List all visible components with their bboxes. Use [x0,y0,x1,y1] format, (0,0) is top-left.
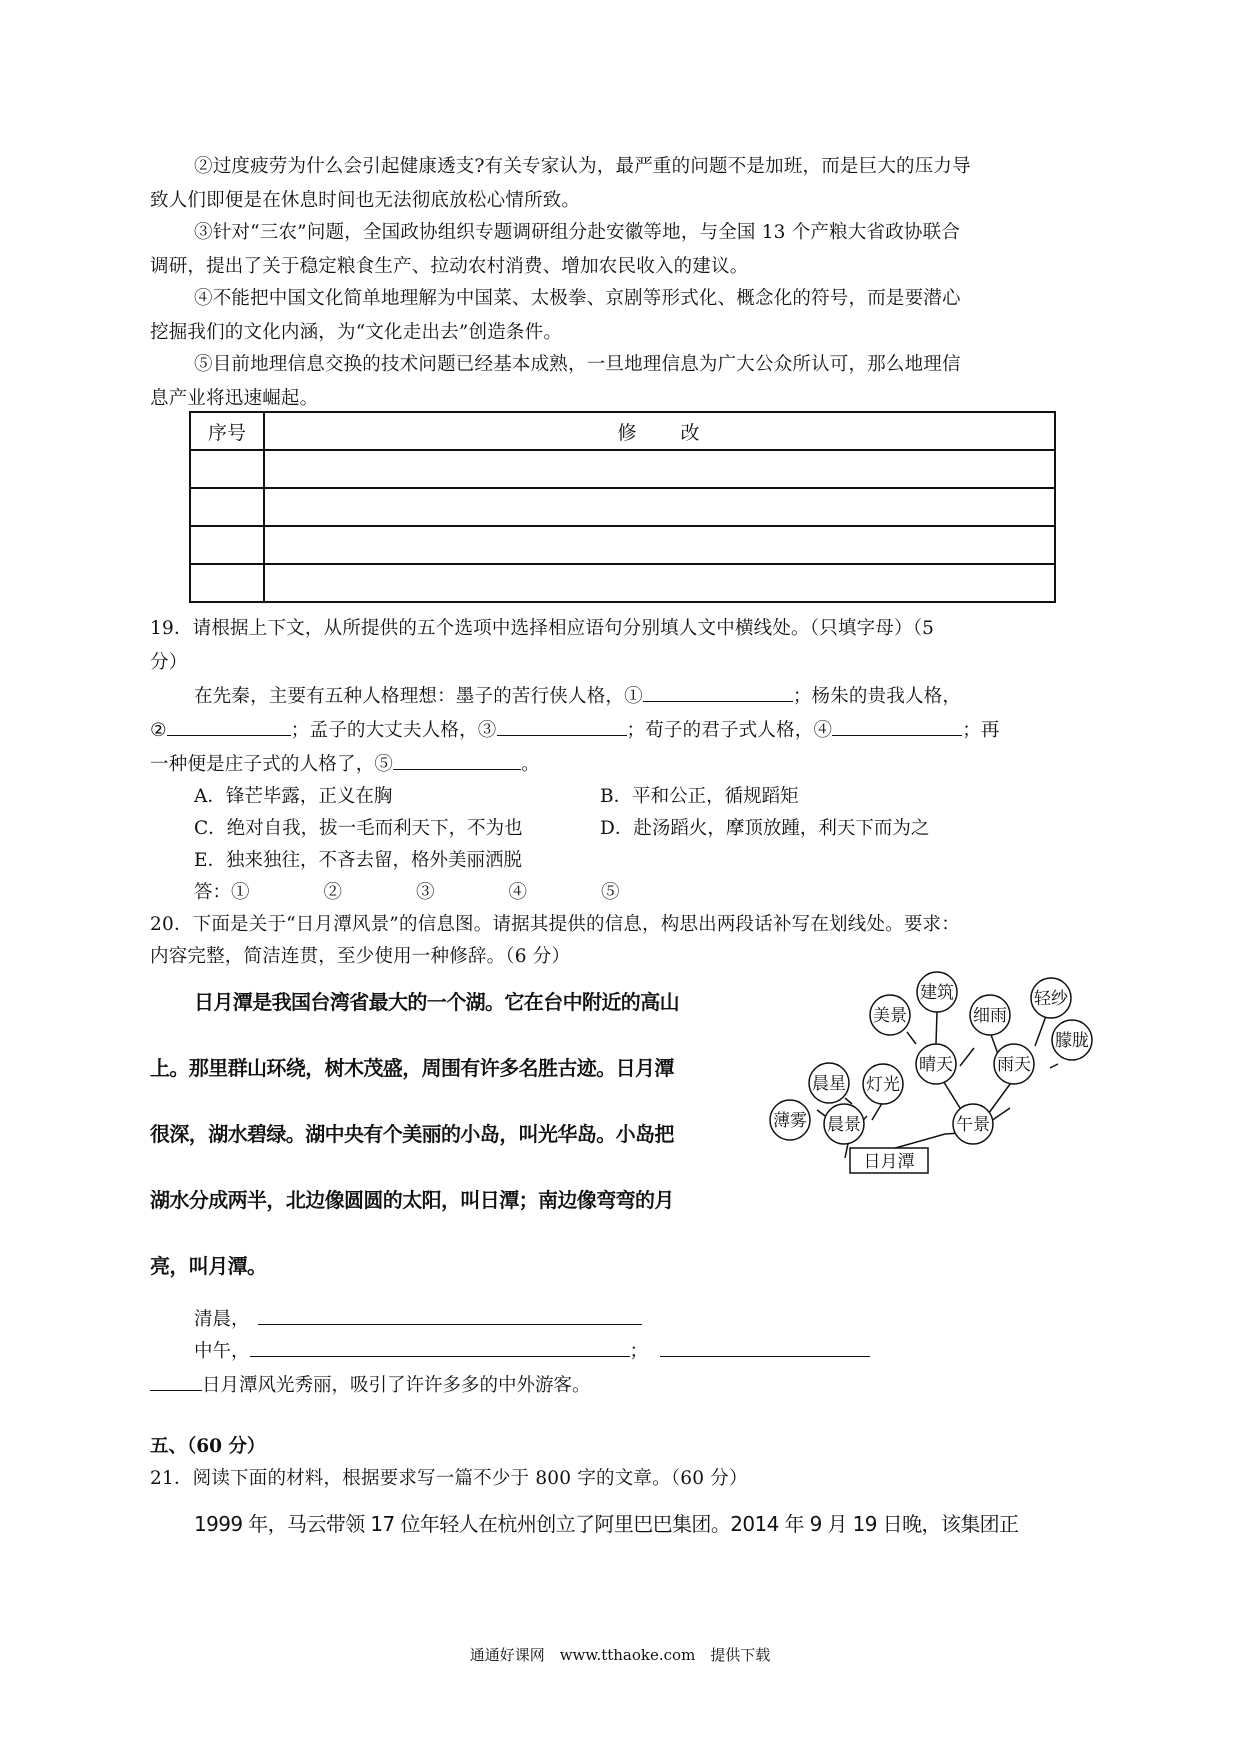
node-label: 晨景 [827,1115,861,1135]
sentence-5-line-1: ⑤目前地理信息交换的技术问题已经基本成熟，一旦地理信息为广大公众所认可，那么地理信 [194,354,961,375]
fill-morning-blank[interactable] [258,1306,642,1325]
node-label: 薄雾 [773,1111,807,1131]
option-a: A．锋芒毕露，正义在胸 [194,786,393,807]
fill-morning-label: 清晨， [194,1309,250,1330]
blank-1[interactable] [643,683,793,702]
node-label: 轻纱 [1034,989,1068,1009]
table-cell[interactable] [264,526,1055,564]
option-e: E．独来独往，不吝去留，格外美丽洒脱 [194,850,523,871]
q19-p3a: 一种便是庄子式的人格了，⑤ [150,754,394,775]
q19-p1b: ；杨朱的贵我人格， [792,686,962,707]
q19-p2d: ；再 [962,720,1000,741]
col-header-number: 序号 [190,412,264,450]
table-cell[interactable] [264,450,1055,488]
q19-p3b: 。 [521,754,540,775]
node-label: 建筑 [920,983,954,1003]
root-label: 日月潭 [863,1152,915,1172]
page-footer: 通通好课网 www.tthaoke.com 提供下载 [469,1646,771,1664]
option-c: C．绝对自我，拔一毛而利天下，不为也 [194,818,523,839]
q19-p2b: ；孟子的大丈夫人格，③ [290,720,497,741]
essay-line-2: 上。那里群山环绕，树木茂盛，周围有许多名胜古迹。日月潭 [150,1056,674,1080]
table-cell[interactable] [190,564,264,602]
table-row [190,526,1055,564]
option-b: B．平和公正，循规蹈矩 [600,786,799,807]
blank-3[interactable] [497,717,627,736]
sun-moon-lake-info-diagram [750,960,1100,1196]
sentence-3-line-1: ③针对“三农”问题，全国政协组织专题调研组分赴安徽等地，与全国 13 个产粮大省政协联合 [194,222,961,243]
sentence-3-line-2: 调研，提出了关于稳定粮食生产、拉动农村消费、增加农民收入的建议。 [150,256,749,277]
fill-noon-separator: ； [629,1341,649,1362]
fill-morning [194,1305,642,1331]
q19-p2c: ；荀子的君子式人格，④ [626,720,833,741]
blank-2[interactable] [167,717,291,736]
sentence-4-line-1: ④不能把中国文化简单地理解为中国菜、太极拳、京剧等形式化、概念化的符号，而是要潜心 [194,288,961,309]
q20-stem-line-1: 20．下面是关于“日月潭风景”的信息图。请据其提供的信息，构思出两段话补写在划线处。要求： [150,914,960,935]
node-label: 美景 [873,1006,907,1026]
q20-stem-line-2: 内容完整，简洁连贯，至少使用一种修辞。（6 分） [150,946,571,967]
sentence-5-line-2: 息产业将迅速崛起。 [150,388,319,409]
sentence-4-line-2: 挖掘我们的文化内涵，为“文化走出去”创造条件。 [150,322,563,343]
q19-passage-line-1 [194,682,1134,708]
q19-p2a: ② [150,720,167,741]
correction-table [189,411,1056,603]
q19-passage-line-2 [150,716,1090,742]
fill-closing-blank[interactable] [150,1372,202,1391]
q19-p1: 在先秦，主要有五种人格理想：墨子的苦行侠人格，① [194,686,643,707]
option-d: D．赴汤蹈火，摩顶放踵，利天下而为之 [600,818,930,839]
q19-passage-line-3 [150,750,1090,776]
col-header-correction: 修 改 [264,412,1055,450]
fill-noon [194,1337,870,1363]
essay-line-5: 亮，叫月潭。 [150,1254,267,1278]
table-cell[interactable] [264,488,1055,526]
q19-stem-line-2: 分） [150,652,188,673]
fill-closing-text: 日月潭风光秀丽，吸引了许许多多的中外游客。 [202,1375,591,1396]
essay-line-3: 很深，湖水碧绿。湖中央有个美丽的小岛，叫光华岛。小岛把 [150,1122,674,1146]
node-label: 晨星 [812,1074,846,1094]
fill-noon-blank-1[interactable] [250,1338,630,1357]
node-label: 雨天 [997,1055,1031,1075]
sentence-2-line-1: ②过度疲劳为什么会引起健康透支?有关专家认为，最严重的问题不是加班，而是巨大的压力导 [194,156,971,177]
q21-material-line-1: 1999 年，马云带领 17 位年轻人在杭州创立了阿里巴巴集团。2014 年 9 月 19 日晚，该集团正 [194,1512,1019,1536]
table-row [190,488,1055,526]
q19-stem-line-1: 19．请根据上下文，从所提供的五个选项中选择相应语句分别填人文中横线处。（只填字母）（5 [150,618,935,639]
table-cell[interactable] [264,564,1055,602]
essay-line-4: 湖水分成两半，北边像圆圆的太阳，叫日潭；南边像弯弯的月 [150,1188,674,1212]
node-label: 朦胧 [1055,1031,1089,1051]
table-cell[interactable] [190,488,264,526]
blank-4[interactable] [832,717,962,736]
fill-closing [150,1371,591,1397]
node-label: 晴天 [919,1055,953,1075]
node-label: 午景 [956,1115,990,1135]
node-label: 细雨 [973,1006,1007,1026]
table-header-row [190,412,1055,450]
q21-stem: 21．阅读下面的材料，根据要求写一篇不少于 800 字的文章。（60 分） [150,1468,748,1489]
table-row [190,564,1055,602]
essay-line-1: 日月潭是我国台湾省最大的一个湖。它在台中附近的高山 [194,990,679,1014]
fill-noon-blank-2[interactable] [660,1338,870,1357]
section-5-title: 五、（60 分） [150,1436,266,1457]
fill-noon-label: 中午， [194,1341,250,1362]
blank-5[interactable] [393,751,521,770]
table-cell[interactable] [190,526,264,564]
q19-answer-line: 答：① ② ③ ④ ⑤ [194,882,620,903]
table-row [190,450,1055,488]
table-cell[interactable] [190,450,264,488]
node-label: 灯光 [866,1075,900,1095]
sentence-2-line-2: 致人们即便是在休息时间也无法彻底放松心情所致。 [150,190,581,211]
